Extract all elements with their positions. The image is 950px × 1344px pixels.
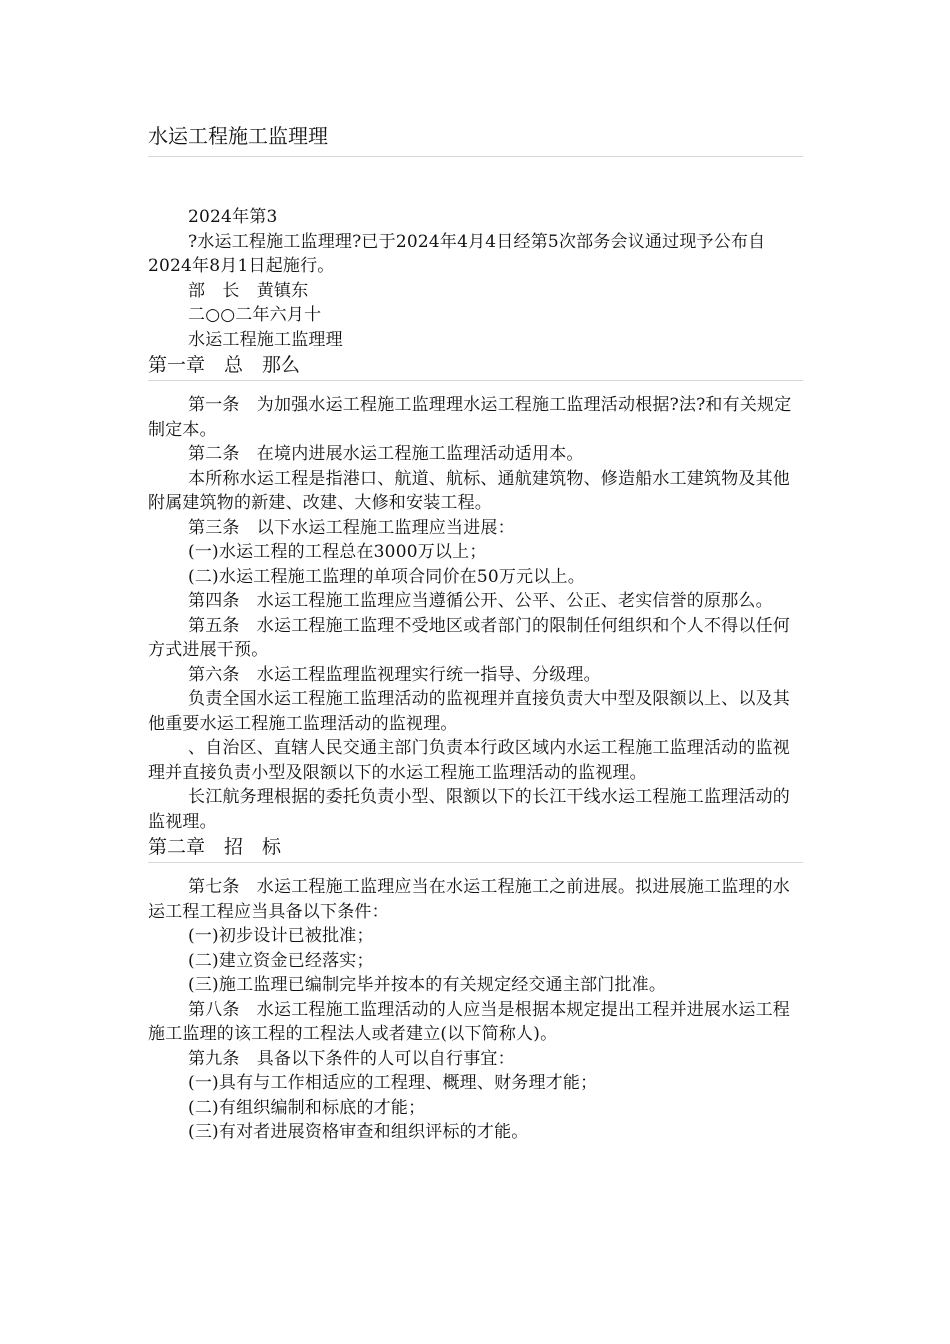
document-title: 水运工程施工监理理 xyxy=(148,124,328,148)
article-paragraph: (一)水运工程的工程总在3000万以上； xyxy=(188,542,487,562)
article-paragraph: 第二条 在境内进展水运工程施工监理活动适用本。 xyxy=(188,444,584,464)
document-body xyxy=(148,118,803,1145)
article-paragraph: 第九条 具备以下条件的人可以自行事宜： xyxy=(188,1048,515,1069)
preamble-issue-number: 2024年第3 xyxy=(188,207,278,227)
article-paragraph: 第五条 水运工程施工监理不受地区或者部门的限制任何组织和个人不得以任何方式进展干预。 xyxy=(148,615,790,660)
article-paragraph: 本所称水运工程是指港口、航道、航标、通航建筑物、修造船水工建筑物及其他附属建筑物的新建、改建、大修和安装工程。 xyxy=(148,468,790,513)
article-paragraph: 第一条 为加强水运工程施工监理理水运工程施工监理活动根据?法?和有关规定制定本。 xyxy=(148,395,792,440)
chapter-2-divider xyxy=(148,862,803,863)
article-paragraph: (一)具有与工作相适应的工程理、概理、财务理才能； xyxy=(188,1073,598,1093)
article-paragraph: (三)有对者进展资格审查和组织评标的才能。 xyxy=(188,1122,529,1142)
article-paragraph: 第七条 水运工程施工监理应当在水运工程施工之前进展。拟进展施工监理的水运工程工程应当具备以下条件： xyxy=(148,877,790,922)
article-paragraph: 负责全国水运工程施工监理活动的监视理并直接负责大中型及限额以上、以及其他重要水运工程施工监理活动的监视理。 xyxy=(148,689,790,734)
preamble-announcement: ?水运工程施工监理理?已于2024年4月4日经第5次部务会议通过现予公布自2024年8月1日起施行。 xyxy=(148,231,766,276)
preamble-date: 二○○二年六月十 xyxy=(188,305,322,325)
article-paragraph: 长江航务理根据的委托负责小型、限额以下的长江干线水运工程施工监理活动的监视理。 xyxy=(148,787,790,832)
chapter-1-divider xyxy=(148,380,803,381)
preamble-minister: 部 长 黄镇东 xyxy=(188,280,309,301)
article-paragraph: (二)水运工程施工监理的单项合同价在50万元以上。 xyxy=(188,566,585,587)
article-paragraph: (二)有组织编制和标底的才能； xyxy=(188,1097,426,1118)
chapter-2-heading: 第二章 招 标 xyxy=(148,836,282,858)
article-paragraph: (二)建立资金已经落实； xyxy=(188,950,374,971)
title-divider xyxy=(148,156,803,157)
preamble-regulation-name: 水运工程施工监理理 xyxy=(188,329,343,350)
article-paragraph: 第四条 水运工程施工监理应当遵循公开、公平、公正、老实信誉的原那么。 xyxy=(188,591,773,611)
article-paragraph: 第八条 水运工程施工监理活动的人应当是根据本规定提出工程并进展水运工程施工监理的该工程的工程法人或者建立(以下简称人)。 xyxy=(148,999,790,1044)
article-paragraph: (一)初步设计已被批准； xyxy=(188,926,374,946)
article-paragraph: (三)施工监理已编制完毕并按本的有关规定经交通主部门批准。 xyxy=(188,975,667,995)
chapter-1-heading: 第一章 总 那么 xyxy=(148,354,301,376)
article-paragraph: 第三条 以下水运工程施工监理应当进展： xyxy=(188,517,515,538)
article-paragraph: 、自治区、直辖人民交通主部门负责本行政区域内水运工程施工监理活动的监视理并直接负责小型及限额以下的水运工程施工监理活动的监视理。 xyxy=(148,738,790,783)
article-paragraph: 第六条 水运工程监理监视理实行统一指导、分级理。 xyxy=(188,664,601,685)
